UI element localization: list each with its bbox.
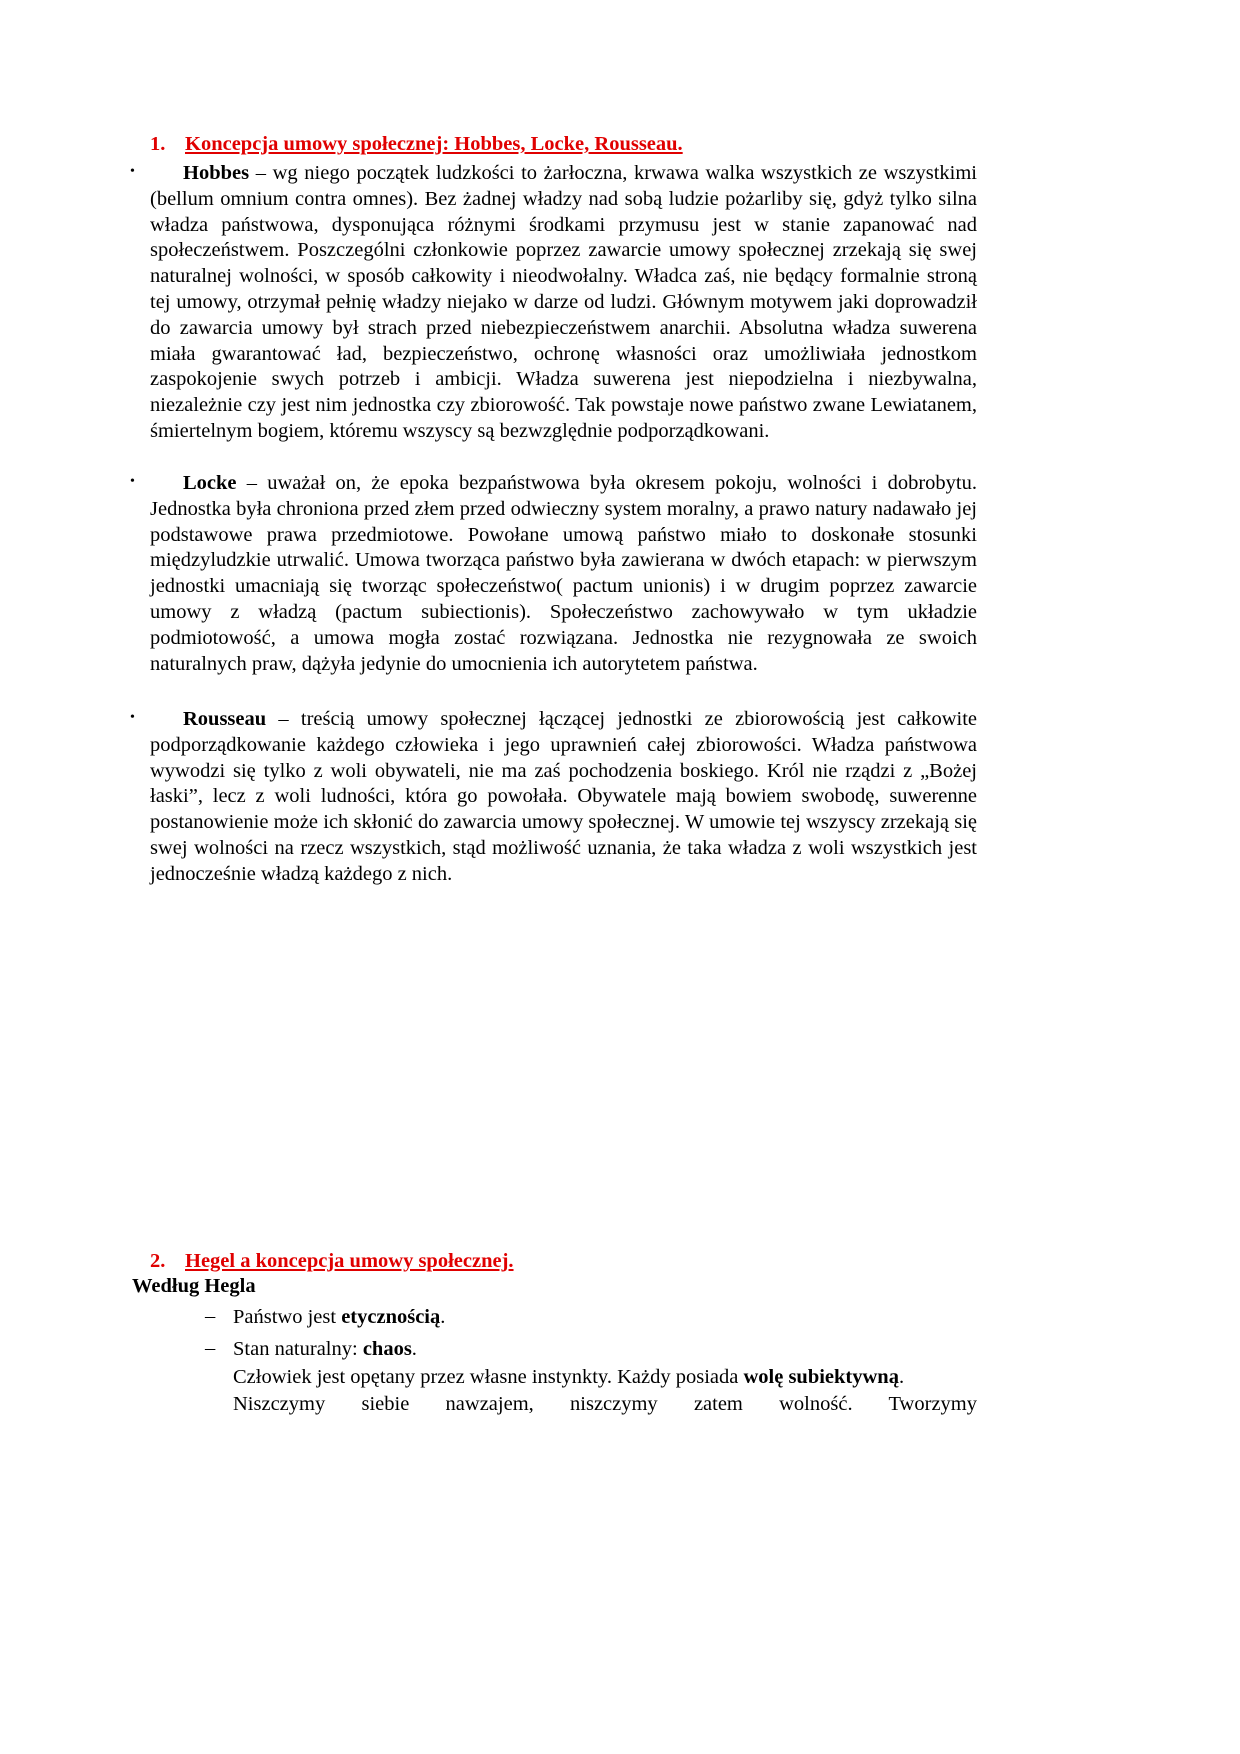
section-2-heading (150, 1250, 514, 1273)
bullet-icon: • (130, 710, 135, 725)
item-text: – treścią umowy społecznej łączącej jednostki ze zbiorowością jest całkowite podporządkowanie każdego człowieka i jego uprawnień całej zbiorowości. Władza państwowa wywodzi się tylko z woli obywateli, nie ma zaś pochodzenia boskiego. Król nie rządzi z „Bożej łaski”, lecz z woli ludności, która go powołała. Obywatele mają bowiem swobodę, suwerenne postanowienie może ich skłonić do zawarcia umowy społecznej. W umowie tej wszyscy zrzekają się swej wolności na rzecz wszystkich, stąd możliwość uznania, że taka władza z woli wszystkich jest jednocześnie władzą każdego z nich. (150, 708, 977, 885)
item-text: – uważał on, że epoka bezpaństwowa była okresem pokoju, wolności i dobrobytu. Jednostka była chroniona przed złem przed odwieczny system moralny, a prawo natury nadawało jej podstawowe prawa przedmiotowe. Powołane umową państwo miało to doskonałe stosunki międzyludzkie utrwalić. Umowa tworząca państwo była zawierana w dwóch etapach: w pierwszym jednostki umacniają się tworząc społeczeństwo( pactum unionis) i w drugim poprzez zawarcie umowy z władzą (pactum subiectionis). Społeczeństwo zachowywało w tym układzie podmiotowość, a umowa mogła zostać rozwiązana. Jednostka nie rezygnowała ze swoich naturalnych praw, dążyła jedynie do umocnienia ich autorytetem państwa. (150, 472, 977, 675)
list-item-hobbes (150, 161, 977, 445)
list-item (233, 1304, 977, 1331)
paragraph-cutoff-line: Niszczymy siebie nawzajem, niszczymy zatem wolność. Tworzymy (233, 1393, 977, 1415)
text: . (411, 1338, 417, 1360)
bullet-icon: • (130, 164, 135, 179)
item-name: Hobbes (183, 162, 250, 184)
text: Państwo jest (233, 1306, 342, 1328)
item-text: – wg niego początek ludzkości to żarłoczna, krwawa walka wszystkich ze wszystkimi (bellum omnium contra omnes). Bez żadnej władzy nad sobą ludzie pożarliby się, gdyż tylko silna władza państwowa, dysponująca różnymi środkami przymusu jest w stanie zapanować nad społeczeństwem. Poszczególni członkowie poprzez zawarcie umowy społecznej zrzekają się swej naturalnej wolności, w sposób całkowity i nieodwołalny. Władca zaś, nie będący formalnie stroną tej umowy, otrzymał pełnię władzy niejako w darze od ludzi. Głównym motywem jaki doprowadził do zawarcia umowy był strach przed niebezpieczeństwem anarchii. Absolutna władza suwerena miała gwarantować ład, bezpieczeństwo, ochronę własności oraz umożliwiała jednostkom zaspokojenie swych potrzeb i ambicji. Władza suwerena jest niepodzielna i niezbywalna, niezależnie czy jest nim jednostka czy zbiorowość. Tak powstaje nowe państwo zwane Lewiatanem, śmiertelnym bogiem, któremu wszyscy są bezwzględnie podporządkowani. (150, 162, 977, 442)
section-title: Koncepcja umowy społecznej: Hobbes, Locke, Rousseau. (185, 133, 683, 155)
item-name: Locke (183, 472, 237, 494)
subtitle: Według Hegla (132, 1275, 256, 1297)
dash-bullet: – (205, 1337, 216, 1359)
text: . (440, 1306, 446, 1328)
section-number: 2. (150, 1250, 166, 1272)
text: Człowiek jest opętany przez własne instynkty. Każdy posiada (233, 1366, 744, 1388)
bold-text: wolę (743, 1366, 784, 1388)
section-number: 1. (150, 133, 166, 155)
bold-text: etycznością (341, 1306, 441, 1328)
text: . (898, 1366, 905, 1388)
dash-bullet: – (205, 1305, 216, 1327)
bold-text: chaos (362, 1338, 412, 1360)
item-name: Rousseau (183, 708, 267, 730)
section-title: Hegel a koncepcja umowy społecznej. (185, 1250, 514, 1272)
bullet-icon: • (130, 474, 135, 489)
section-1-heading (150, 133, 683, 156)
list-item-rousseau (150, 707, 977, 888)
bold-text: subiektywną (788, 1366, 899, 1388)
paragraph (233, 1364, 977, 1391)
text: Stan naturalny: (233, 1338, 363, 1360)
list-item (233, 1336, 977, 1363)
list-item-locke (150, 471, 977, 677)
